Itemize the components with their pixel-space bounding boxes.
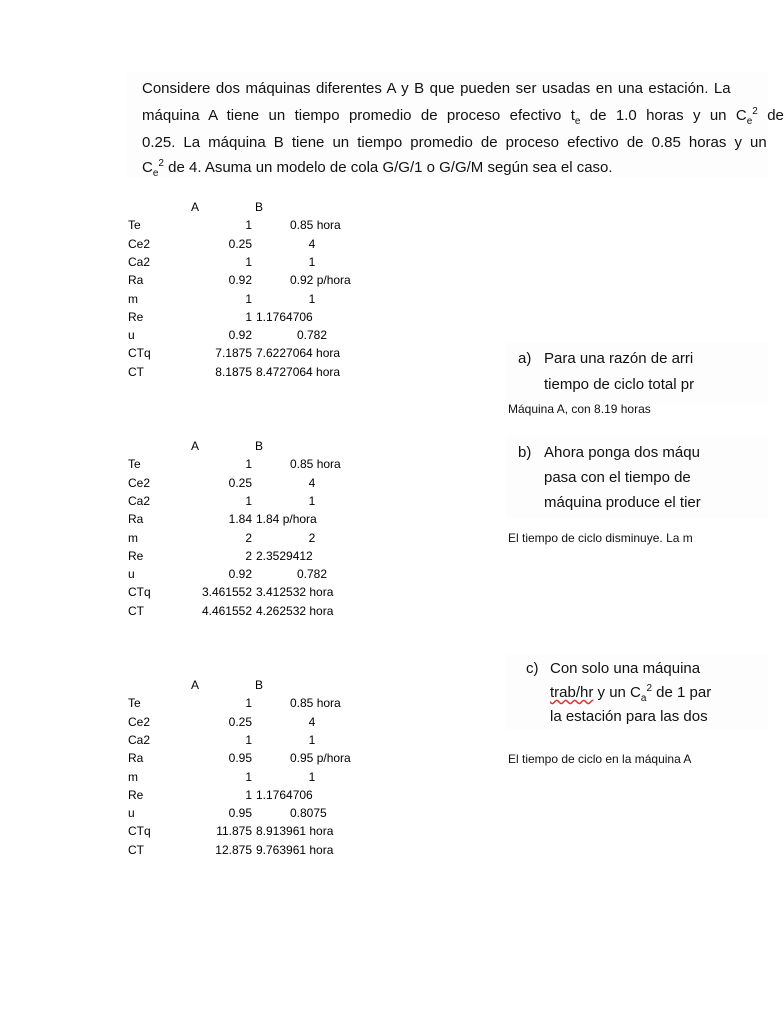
table-header-b: B: [255, 200, 264, 214]
table-row-label: CT: [128, 603, 144, 618]
question-c-line-2-spelling: trab/hr: [550, 684, 594, 701]
table-row-label: Re: [128, 309, 144, 324]
table-row-label: u: [128, 806, 135, 821]
table-cell-b: 0.95 p/hora: [290, 751, 351, 766]
table-row-label: u: [128, 328, 135, 343]
table-cell-a: 1: [245, 309, 252, 324]
table-cell-b: 0.782: [296, 328, 328, 343]
question-c-line-2-post: de 1 par: [652, 684, 712, 701]
table-cell-a: 0.25: [228, 475, 252, 490]
question-a: [506, 342, 768, 404]
table-cell-a: 2: [245, 530, 252, 545]
problem-line-4-text: C: [142, 159, 153, 176]
table-row-label: CTq: [128, 824, 151, 839]
problem-line-4-sub: e: [152, 168, 159, 179]
table-cell-b: 1.84 p/hora: [256, 512, 317, 527]
table-cell-b: 1: [308, 493, 316, 508]
problem-line-3: 0.25. La máquina B tiene un tiempo promedio de proceso efectivo de 0.85 horas y un: [142, 134, 767, 151]
table-cell-b: 4.262532 hora: [256, 603, 334, 618]
table-row-label: Ra: [128, 751, 144, 766]
table-cell-b: 4: [308, 236, 316, 251]
table-header-b: B: [255, 678, 264, 692]
answer-b: El tiempo de ciclo disminuye. La m: [508, 531, 693, 545]
table-cell-a: 1: [245, 218, 252, 233]
table-row-label: Ce2: [128, 475, 151, 490]
question-b-line-3: máquina produce el tier: [544, 494, 701, 511]
table-row-label: Ca2: [128, 493, 151, 508]
table-cell-b: 3.412532 hora: [256, 585, 334, 600]
table-cell-a: 1: [245, 769, 252, 784]
table-cell-b: 1: [308, 732, 316, 747]
table-cell-b: 1.1764706: [256, 309, 313, 324]
table-cell-b: 0.85 hora: [290, 218, 341, 233]
table-cell-b: 1.1764706: [256, 787, 313, 802]
problem-line-2-sub-b: e: [746, 116, 753, 127]
problem-line-1: Considere dos máquinas diferentes A y B que pueden ser usadas en una estación. La: [142, 80, 731, 97]
table-row-label: CT: [128, 364, 144, 379]
table-cell-b: 2.3529412: [256, 548, 313, 563]
table-row-label: m: [128, 291, 138, 306]
table-cell-a: 1: [245, 254, 252, 269]
answer-c: El tiempo de ciclo en la máquina A: [508, 752, 692, 766]
table-cell-b: 0.92 p/hora: [290, 273, 351, 288]
table-header-a: A: [191, 200, 200, 214]
table-cell-a: 11.875: [216, 824, 252, 839]
table-row-label: Ca2: [128, 254, 151, 269]
question-b-line-2: pasa con el tiempo de: [544, 469, 691, 486]
table-cell-b: 0.85 hora: [290, 696, 341, 711]
table-header-a: A: [191, 439, 200, 453]
table-cell-a: 1: [245, 732, 252, 747]
table-cell-a: 3.461552: [201, 585, 252, 600]
table-row-label: m: [128, 530, 138, 545]
table-header-b: B: [255, 439, 264, 453]
question-c-line-2-sub: a: [640, 693, 647, 704]
problem-line-4: [142, 158, 613, 179]
table-cell-a: 1: [245, 787, 252, 802]
table-row-label: Re: [128, 787, 144, 802]
table-cell-b: 1: [308, 254, 316, 269]
table-cell-b: 4: [308, 475, 316, 490]
question-b-label: b): [518, 444, 532, 461]
table-cell-b: 0.782: [296, 567, 328, 582]
problem-statement: [126, 72, 784, 179]
table-cell-a: 0.92: [228, 328, 252, 343]
table-cell-a: 1: [245, 291, 252, 306]
table-row-label: Te: [128, 218, 141, 233]
table-row-label: CTq: [128, 346, 151, 361]
table-cell-a: 1: [245, 457, 252, 472]
table-row-label: Ra: [128, 512, 144, 527]
question-a-label: a): [518, 350, 532, 367]
problem-line-2-text: máquina A tiene un tiempo promedio de proceso efectivo t: [142, 107, 575, 124]
table-cell-a: 1: [245, 493, 252, 508]
table-cell-a: 1: [245, 696, 252, 711]
table-cell-a: 1.84: [228, 512, 252, 527]
question-b-line-1: Ahora ponga dos máqu: [544, 444, 700, 461]
table-cell-b: 9.763961 hora: [256, 842, 334, 857]
table-cell-b: 8.4727064 hora: [256, 364, 341, 379]
question-b: [506, 436, 768, 518]
table-row-label: Re: [128, 548, 144, 563]
table-cell-b: 2: [308, 530, 316, 545]
problem-line-2-sup: 2: [752, 106, 758, 117]
table-row-label: CT: [128, 842, 144, 857]
question-c-line-2-text: y un C: [593, 684, 641, 701]
table-cell-a: 8.1875: [215, 364, 252, 379]
question-c-line-2: [550, 683, 712, 704]
table-row-label: Ce2: [128, 236, 151, 251]
question-c-line-2-sup: 2: [646, 683, 653, 694]
table-cell-b: 4: [308, 714, 316, 729]
table-row-label: Ca2: [128, 732, 151, 747]
table-cell-a: 0.95: [228, 751, 252, 766]
table-row-label: Ra: [128, 273, 144, 288]
table-cell-a: 7.1875: [215, 346, 252, 361]
table-cell-b: 1: [308, 769, 316, 784]
problem-line-2-sub: e: [574, 116, 581, 127]
problem-line-4-post: de 4. Asuma un modelo de cola G/G/1 o G/G/M según sea el caso.: [163, 159, 613, 176]
table-cell-b: 0.85 hora: [290, 457, 341, 472]
table-row-label: CTq: [128, 585, 151, 600]
table-cell-b: 8.913961 hora: [256, 824, 334, 839]
problem-line-2-end: de: [757, 107, 784, 124]
table-cell-a: 12.875: [215, 842, 252, 857]
problem-line-4-sup: 2: [158, 158, 164, 169]
question-a-line-2: tiempo de ciclo total pr: [544, 376, 695, 393]
table-header-a: A: [191, 678, 200, 692]
table-cell-b: 1: [308, 291, 316, 306]
table-cell-a: 0.25: [228, 236, 252, 251]
problem-line-2-text-b: de 1.0 horas y un C: [580, 107, 747, 124]
question-c: [506, 654, 768, 730]
table-cell-b: 0.8075: [290, 806, 327, 821]
table-row-label: u: [128, 567, 135, 582]
table-cell-a: 0.25: [228, 714, 252, 729]
table-cell-b: 7.6227064 hora: [256, 346, 341, 361]
question-c-line-3: la estación para las dos: [550, 708, 708, 725]
table-row-label: Te: [128, 696, 141, 711]
question-c-label: c): [526, 660, 539, 677]
table-cell-a: 0.92: [228, 273, 252, 288]
table-cell-a: 4.461552: [201, 603, 252, 618]
table-row-label: Ce2: [128, 714, 151, 729]
table-cell-a: 0.95: [228, 806, 252, 821]
table-cell-a: 0.92: [228, 567, 252, 582]
table-row-label: m: [128, 769, 138, 784]
question-c-line-1: Con solo una máquina: [550, 660, 701, 677]
table-cell-a: 2: [245, 548, 252, 563]
question-a-line-1: Para una razón de arri: [544, 350, 694, 367]
answer-a: Máquina A, con 8.19 horas: [508, 402, 651, 416]
table-row-label: Te: [128, 457, 141, 472]
problem-line-2: [142, 106, 784, 127]
